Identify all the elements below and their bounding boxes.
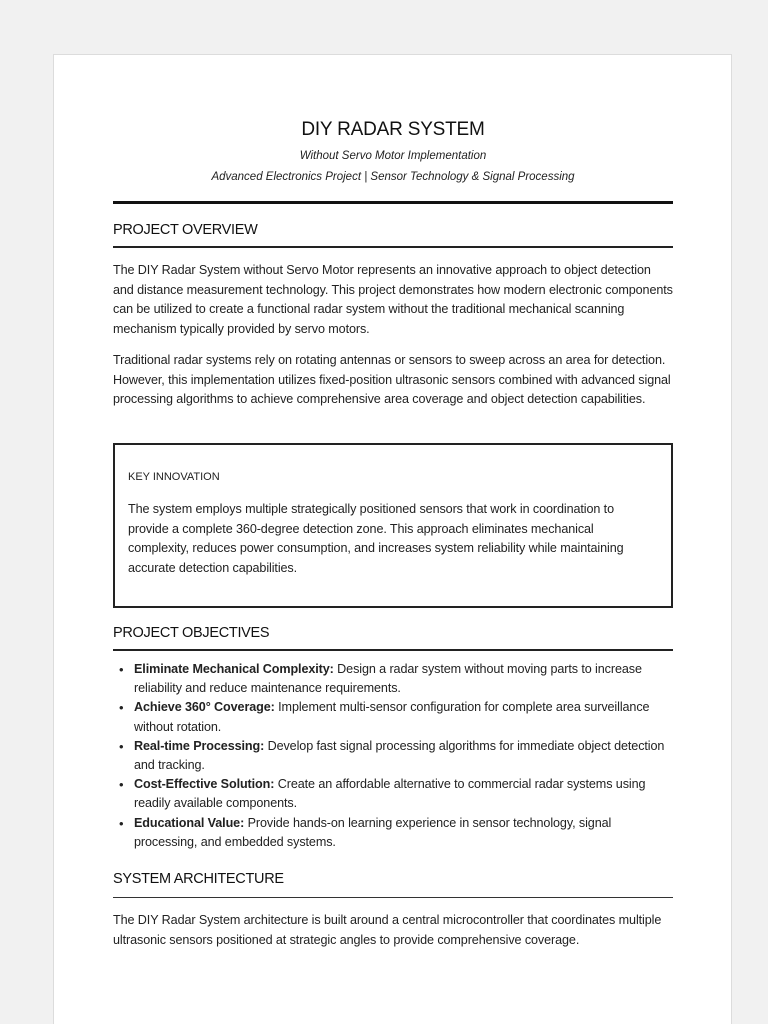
list-item	[113, 737, 673, 775]
objectives-heading: PROJECT OBJECTIVES	[113, 625, 270, 641]
objectives-heading-rule	[113, 649, 673, 651]
objective-text: Design a radar system without moving parts to increase reliability and reduce maintenance requirements.	[134, 662, 642, 696]
objective-text: Provide hands-on learning experience in sensor technology, signal processing, and embedded systems.	[134, 815, 612, 849]
list-item	[113, 775, 673, 813]
list-item	[113, 698, 673, 736]
overview-paragraph-1: The DIY Radar System without Servo Motor represents an innovative approach to object detection and distance measurement technology. This project demonstrates how modern electronic components can be utilized to create a functional radar system without the traditional mechanical scanning mechanism typically provided by servo motors.	[113, 263, 673, 336]
overview-heading: PROJECT OVERVIEW	[113, 222, 258, 238]
objective-label: Cost-Effective Solution:	[134, 777, 275, 792]
objective-label: Real-time Processing:	[134, 738, 265, 753]
overview-heading-rule	[113, 246, 673, 248]
architecture-heading-rule	[113, 897, 673, 898]
title-divider	[113, 201, 673, 204]
objective-label: Achieve 360° Coverage:	[134, 700, 275, 715]
document-page	[53, 54, 732, 1024]
list-item	[113, 814, 673, 852]
list-item	[113, 660, 673, 698]
document-subtitle: Without Servo Motor Implementation	[299, 150, 487, 162]
objectives-list	[113, 660, 673, 852]
overview-paragraph-2: Traditional radar systems rely on rotating antennas or sensors to sweep across an area for detection. However, this implementation utilizes fixed-position ultrasonic sensors combined with advanced signal processing algorithms to achieve comprehensive area coverage and object detection capabilities.	[113, 353, 671, 407]
objective-label: Educational Value:	[134, 815, 245, 830]
objective-text: Implement multi-sensor configuration for complete area surveillance without rotation.	[134, 700, 650, 734]
objective-text: Create an affordable alternative to commercial radar systems using readily available components.	[134, 777, 646, 811]
key-innovation-box	[113, 443, 673, 608]
architecture-heading: SYSTEM ARCHITECTURE	[113, 871, 284, 887]
key-innovation-heading: KEY INNOVATION	[128, 471, 220, 483]
objective-label: Eliminate Mechanical Complexity:	[134, 662, 334, 676]
document-tagline: Advanced Electronics Project | Sensor Technology & Signal Processing	[211, 171, 575, 183]
document-title: DIY RADAR SYSTEM	[301, 119, 485, 140]
key-innovation-text: The system employs multiple strategically positioned sensors that work in coordination to provide a complete 360-degree detection zone. This approach eliminates mechanical complexity, reduces power consumption, and increases system reliability while maintaining accurate detection capabilities.	[128, 502, 624, 575]
architecture-paragraph-1: The DIY Radar System architecture is built around a central microcontroller that coordinates multiple ultrasonic sensors positioned at strategic angles to provide comprehensive coverage.	[113, 913, 662, 947]
objective-text: Develop fast signal processing algorithms for immediate object detection and tracking.	[134, 738, 665, 773]
